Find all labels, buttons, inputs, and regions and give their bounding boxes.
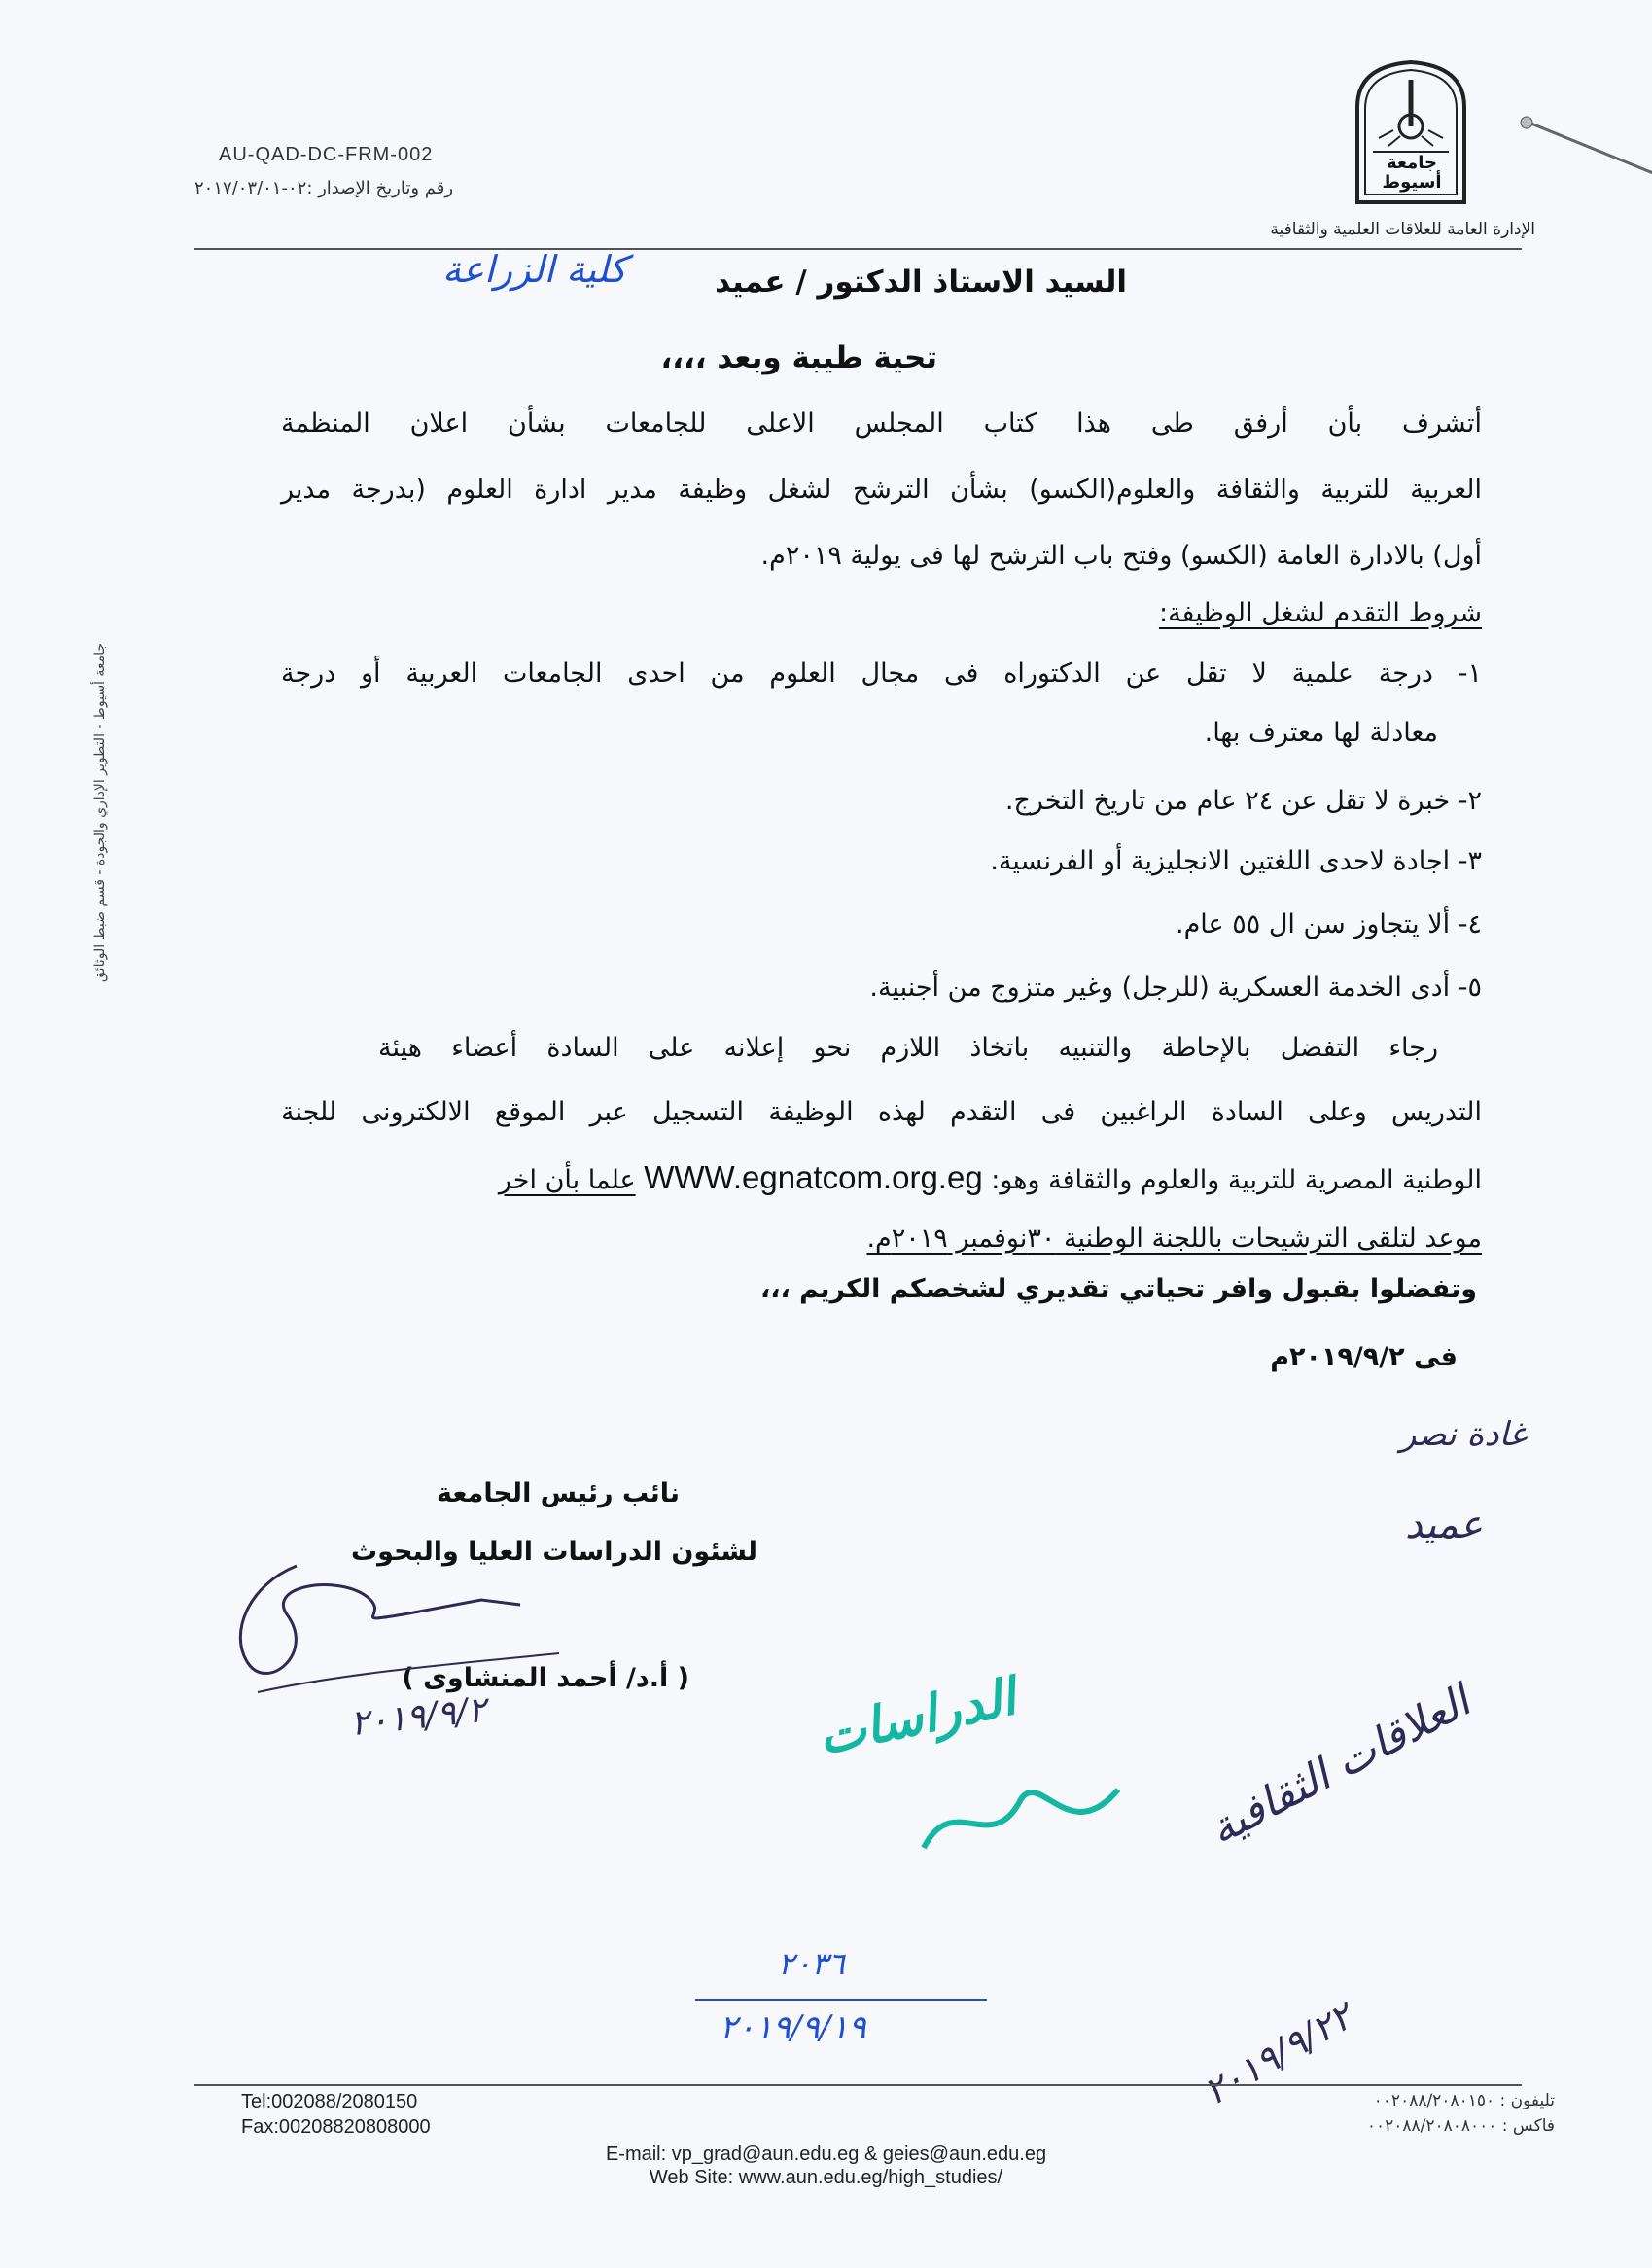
header-divider [194,248,1522,250]
salutation-text: السيد الاستاذ الدكتور / عميد [715,265,1127,300]
condition-2: ٢- خبرة لا تقل عن ٢٤ عام من تاريخ التخرج. [1004,786,1482,816]
university-logo [1350,58,1472,204]
logo-text: جامعة أسيوط [1382,153,1442,193]
department-name: الإدارة العامة للعلاقات العلمية والثقافية [1270,220,1535,239]
registration-number: ٢٠٣٦ [778,1945,845,1982]
letter-date: فى ٢٠١٩/٩/٢م [1270,1342,1458,1372]
request-line-3-text: الوطنية المصرية للتربية والعلوم والثقافة وهو: [991,1165,1482,1195]
footer-website[interactable]: Web Site: www.aun.edu.eg/high_studies/ [649,2167,1003,2188]
note-name: غادة نصر [1400,1415,1527,1454]
green-scribble [914,1760,1128,1871]
note-date-right: ٢٠١٩/٩/٢٢ [1196,1994,1360,2114]
signature-title-2: لشئون الدراسات العليا والبحوث [351,1537,757,1567]
note-dean: عميد [1405,1503,1484,1547]
condition-3: ٣- اجادة لاحدى اللغتين الانجليزية أو الفرنسية. [990,846,1482,876]
closing: وتفضلوا بقبول وافر تحياتي تقديري لشخصكم الكريم ،،، [759,1274,1477,1304]
green-note: الدراسات [812,1667,1021,1767]
salutation [715,265,1127,300]
conditions-heading: شروط التقدم لشغل الوظيفة: [1158,598,1482,628]
footer-tel: Tel:002088/2080150 [241,2091,418,2112]
condition-4: ٤- ألا يتجاوز سن ال ٥٥ عام. [1176,909,1482,939]
handwritten-faculty: كلية الزراعة [442,248,627,291]
issue-number-date: رقم وتاريخ الإصدار :٠٢-٢٠١٧/٠٣/٠١ [194,178,454,198]
website-suffix: علما بأن اخر [498,1165,636,1195]
footer-divider [194,2084,1522,2086]
condition-1-cont: معادلة لها معترف بها. [1204,718,1438,748]
form-code: AU-QAD-DC-FRM-002 [219,144,434,165]
vertical-doc-control: جامعة أسيوط - التطوير الإداري والجودة - قسم ضبط الوثائق [92,642,108,982]
request-line-3 [499,1159,1482,1196]
footer-fax-ar: فاكس : ٠٠٢٠٨٨/٢٠٨٠٨٠٠٠ [1366,2116,1555,2136]
footer-email[interactable]: E-mail: vp_grad@aun.edu.eg & geies@aun.edu.eg [605,2144,1047,2165]
signature-title-1: نائب رئيس الجامعة [437,1478,680,1508]
registration-underline [695,1999,987,2001]
condition-5: ٥- أدى الخدمة العسكرية (للرجل) وغير متزوج من أجنبية. [869,973,1482,1003]
footer-tel-ar: تليفون : ٠٠٢٠٨٨/٢٠٨٠١٥٠ [1373,2091,1555,2110]
greeting: تحية طيبة وبعد ،،،، [660,340,937,375]
intro-line-3: أول) بالادارة العامة (الكسو) وفتح باب الترشح لها فى يولية ٢٠١٩م. [760,541,1482,571]
signature-name: ( أ.د/ أحمد المنشاوى ) [402,1663,689,1693]
intro-line-1: أتشرف بأن أرفق طى هذا كتاب المجلس الاعلى للجامعات بشأن اعلان المنظمة [281,408,1482,439]
registration-date: ٢٠١٩/٩/١٩ [720,2008,866,2047]
pin-icon [1517,115,1652,183]
condition-1: ١- درجة علمية لا تقل عن الدكتوراه فى مجال العلوم من احدى الجامعات العربية أو درجة [281,658,1482,689]
blue-note: العلاقات الثقافية [1201,1676,1479,1856]
request-line-1: رجاء التفضل بالإحاطة والتنبيه باتخاذ اللازم نحو إعلانه على السادة أعضاء هيئة [378,1033,1438,1063]
website-link[interactable]: WWW.egnatcom.org.eg [644,1159,983,1195]
intro-line-2: العربية للتربية والثقافة والعلوم(الكسو) بشأن الترشح لشغل وظيفة مدير ادارة العلوم (بدرجة مدير [281,475,1482,505]
request-line-4: موعد لتلقى الترشيحات باللجنة الوطنية ٣٠نوفمبر ٢٠١٩م. [866,1223,1482,1254]
footer-fax: Fax:00208820808000 [241,2116,431,2138]
request-line-2: التدريس وعلى السادة الراغبين فى التقدم لهذه الوظيفة التسجيل عبر الموقع الالكترونى للجنة [281,1097,1482,1127]
signature-date: ٢٠١٩/٩/٢ [348,1689,489,1745]
